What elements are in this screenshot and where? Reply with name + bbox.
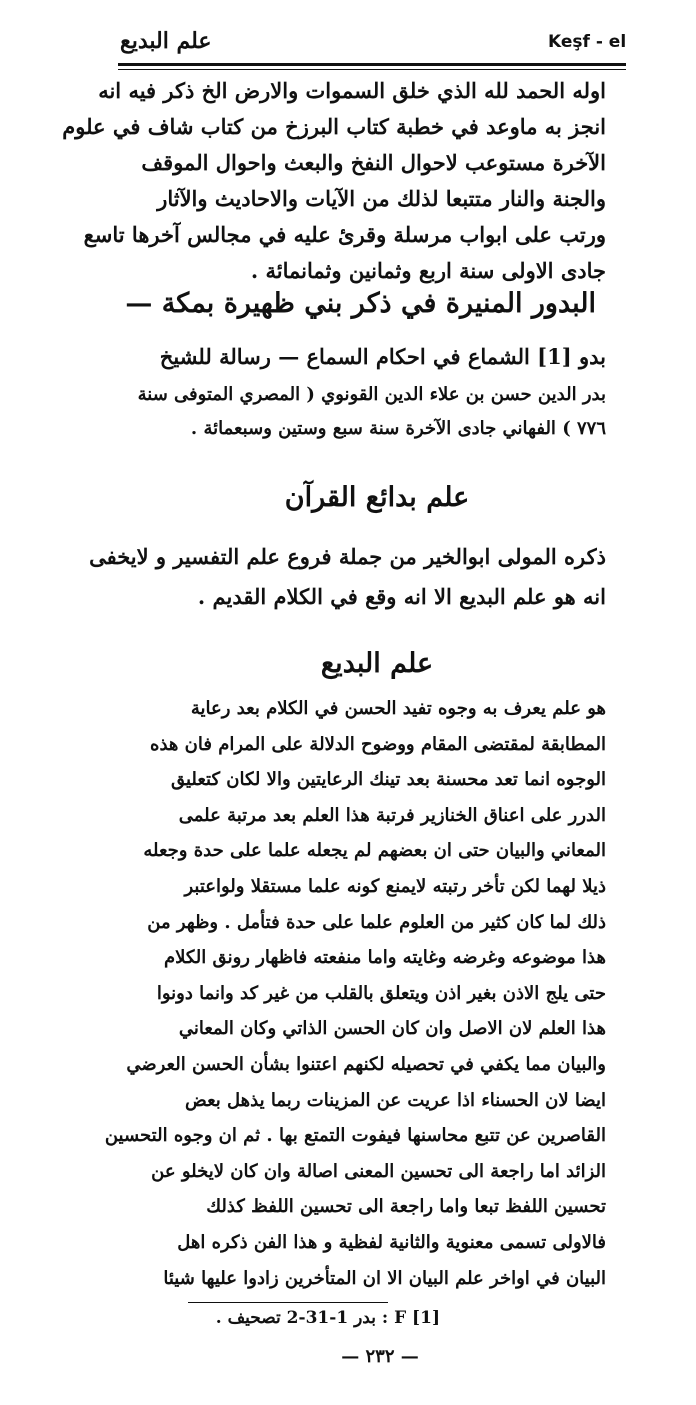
entry-heading: علم بدائع القرآن	[284, 482, 470, 513]
entry-paragraph	[104, 698, 606, 1305]
header-rule	[118, 63, 626, 66]
text-line: بدو [1] الشماع في احكام السماع — رسالة للشيخ	[159, 344, 606, 369]
text-line: المطابقة لمقتضى المقام ووضوح الدلالة على المرام فان هذه	[150, 733, 606, 755]
text-line: انه هو علم البديع الا انه وقع في الكلام القديم .	[197, 584, 606, 609]
entry-heading: علم البديع	[320, 648, 434, 679]
text-line: المعاني والبيان حتى ان بعضهم لم يجعله علما على حدة وجعله	[143, 840, 606, 862]
text-line: انجز به ماوعد في خطبة كتاب البرزخ من كتاب شاف في علوم	[62, 114, 606, 139]
text-line: القاصرين عن تتبع محاسنها فيفوت التمتع بها . ثم ان وجوه التحسين	[104, 1125, 606, 1147]
text-line: البيان في اواخر علم البيان الا ان المتأخرين زادوا عليها شيئا	[163, 1267, 606, 1289]
footnote-rule	[188, 1302, 388, 1303]
text-line: فالاولى تسمى معنوية والثانية لفظية و هذا الفن ذكره اهل	[177, 1231, 606, 1253]
text-line: ٧٧٦ ) الفهاني جادى الآخرة سنة سبع وستين وسبعمائة .	[190, 418, 606, 439]
text-line: ذلك لما كان كثير من العلوم علما على حدة فتأمل . وظهر من	[147, 911, 606, 933]
text-line: هذا موضوعه وغرضه وغايته واما منفعته فاظهار رونق الكلام	[163, 947, 606, 969]
text-line: اوله الحمد لله الذي خلق السموات والارض الخ ذكر فيه انه	[98, 78, 606, 103]
text-line: والبيان مما يكفي في تحصيله لكنهم اعتنوا بشأن الحسن العرضي	[126, 1053, 606, 1075]
text-line: بدر الدين حسن بن علاء الدين القونوي ( المصري المتوفى سنة	[137, 384, 606, 405]
page-number: — ٢٣٢ —	[341, 1346, 419, 1367]
text-line: ورتب على ابواب مرسلة وقرئ عليه في مجالس آخرها تاسع	[83, 222, 606, 247]
text-line: جادى الاولى سنة اربع وثمانين وثمانمائة .	[250, 258, 606, 283]
text-line: الزائد اما راجعة الى تحسين المعنى اصالة وان كان لايخلو عن	[151, 1160, 606, 1182]
text-line: تحسين اللفظ تبعا واما راجعة الى تحسين اللفظ كذلك	[206, 1196, 606, 1218]
text-line: ايضا لان الحسناء اذا عريت عن المزينات ربما يذهل بعض	[185, 1089, 606, 1111]
intro-paragraph	[62, 78, 606, 296]
entry-heading: البدور المنيرة في ذكر بني ظهيرة بمكة —	[125, 288, 596, 319]
entry-paragraph	[137, 344, 606, 454]
section-title: علم البديع	[120, 28, 212, 54]
footnote: [1] F : بدر 1-31-2 تصحيف .	[215, 1308, 440, 1328]
text-line: الدرر على اعناق الخنازير فرتبة هذا العلم بعد مرتبة علمى	[178, 804, 606, 826]
text-line: ذكره المولى ابوالخير من جملة فروع علم التفسير و لايخفى	[89, 544, 606, 569]
running-title: Keşf - el	[548, 32, 627, 52]
text-line: الوجوه انما تعد محسنة بعد تينك الرعايتين والا لكان كتعليق	[170, 769, 606, 791]
text-line: هو علم يعرف به وجوه تفيد الحسن في الكلام بعد رعاية	[190, 698, 606, 719]
header-rule-thin	[118, 69, 626, 70]
entry-paragraph	[89, 544, 606, 626]
text-line: حتى يلج الاذن بغير اذن ويتعلق بالقلب من غير كد وانما دونوا	[156, 982, 606, 1004]
text-line: والجنة والنار متتبعا لذلك من الآيات والاحاديث والآثار	[157, 186, 606, 211]
page-header	[120, 22, 625, 62]
text-line: هذا العلم لان الاصل وان كان الحسن الذاتي وكان المعاني	[178, 1018, 606, 1040]
text-line: ذيلا لهما لكن تأخر رتبته لايمنع كونه علما مستقلا ولواعتبر	[184, 875, 606, 897]
text-line: الآخرة مستوعب لاحوال النفخ والبعث واحوال الموقف	[141, 150, 606, 175]
